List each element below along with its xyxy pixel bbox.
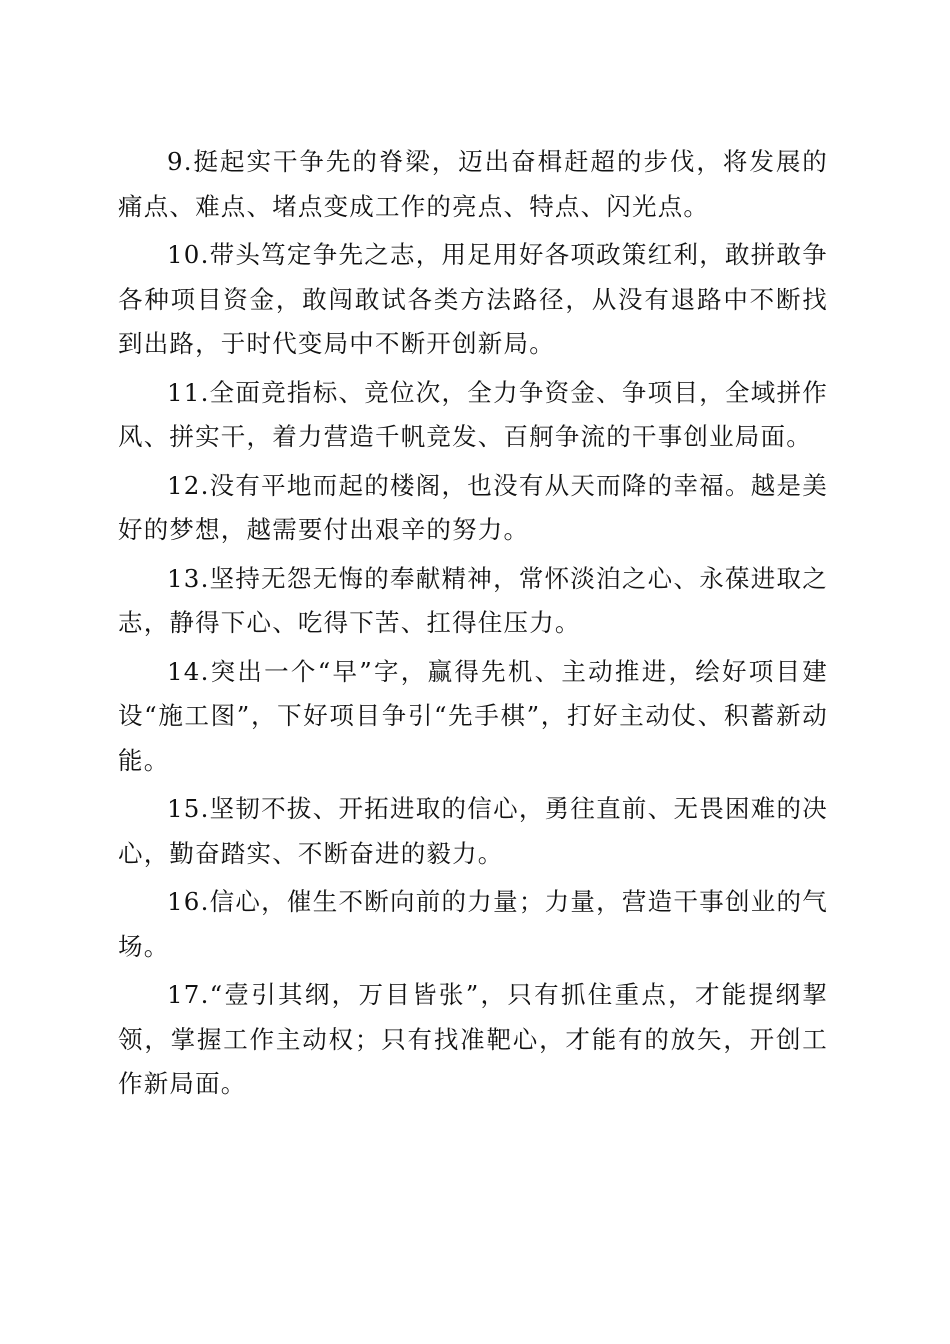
document-body xyxy=(118,140,828,1111)
paragraph-15: 15.坚韧不拔、开拓进取的信心，勇往直前、无畏困难的决心，勤奋踏实、不断奋进的毅力。 xyxy=(118,794,828,868)
paragraph-12: 12.没有平地而起的楼阁，也没有从天而降的幸福。越是美好的梦想，越需要付出艰辛的努力。 xyxy=(118,470,828,544)
paragraph-11: 11.全面竞指标、竞位次，全力争资金、争项目，全域拼作风、拼实干，着力营造千帆竞发、百舸争流的干事创业局面。 xyxy=(118,377,828,451)
paragraph-10: 10.带头笃定争先之志，用足用好各项政策红利，敢拼敢争各种项目资金，敢闯敢试各类方法路径，从没有退路中不断找到出路，于时代变局中不断开创新局。 xyxy=(118,240,828,358)
paragraph-17: 17.“壹引其纲，万目皆张”，只有抓住重点，才能提纲挈领，掌握工作主动权；只有找准靶心，才能有的放矢，开创工作新局面。 xyxy=(118,980,828,1098)
paragraph-14: 14.突出一个“早”字，赢得先机、主动推进，绘好项目建设“施工图”，下好项目争引“先手棋”，打好主动仗、积蓄新动能。 xyxy=(118,656,828,775)
paragraph-9: 9.挺起实干争先的脊梁，迈出奋楫赶超的步伐，将发展的痛点、难点、堵点变成工作的亮点、特点、闪光点。 xyxy=(118,147,828,221)
paragraph-16: 16.信心，催生不断向前的力量；力量，营造干事创业的气场。 xyxy=(118,887,828,961)
paragraph-13: 13.坚持无怨无悔的奉献精神，常怀淡泊之心、永葆进取之志，静得下心、吃得下苦、扛得住压力。 xyxy=(118,563,828,637)
